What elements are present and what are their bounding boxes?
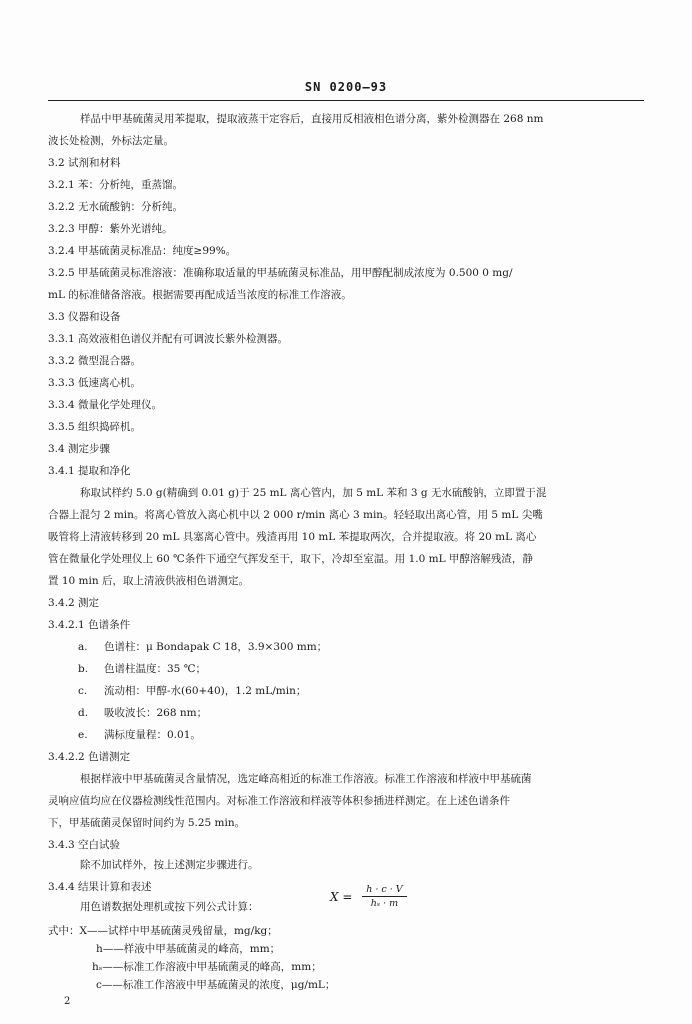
- item-3-3-1: 3.3.1 高效液相色谱仪并配有可调波长紫外检测器。: [48, 333, 289, 345]
- item-3-2-2: 3.2.2 无水硫酸钠：分析纯。: [48, 201, 184, 213]
- section-3-4-4-heading: 3.4.4 结果计算和表述: [48, 881, 152, 893]
- condition-text: 满标度量程：0.01。: [104, 729, 201, 741]
- standard-code-header: SN 0200—93: [304, 80, 388, 94]
- condition-text: 吸收波长：268 nm；: [104, 707, 208, 719]
- blank-test-text: 除不加试样外，按上述测定步骤进行。: [80, 859, 259, 871]
- item-3-2-3: 3.2.3 甲醇：紫外光谱纯。: [48, 223, 173, 235]
- item-3-2-5-line-1: 3.2.5 甲基硫菌灵标准溶液：准确称取适量的甲基硫菌灵标准品，用甲醇配制成浓度为 0.500 0 mg/: [48, 267, 513, 279]
- intro-line-2: 波长处检测，外标法定量。: [48, 135, 174, 147]
- condition-b: [78, 662, 674, 676]
- section-3-4-2-2-heading: 3.4.2.2 色谱测定: [48, 751, 131, 763]
- definition-c: c——标准工作溶液中甲基硫菌灵的浓度，μg/mL；: [96, 979, 336, 991]
- condition-label: d.: [78, 707, 89, 719]
- section-3-4-3-heading: 3.4.3 空白试验: [48, 839, 121, 851]
- item-3-3-5: 3.3.5 组织捣碎机。: [48, 421, 142, 433]
- page-number: 2: [64, 996, 71, 1007]
- condition-a: [78, 640, 674, 654]
- item-3-2-1: 3.2.1 苯：分析纯，重蒸馏。: [48, 179, 184, 191]
- definition-hs: hₛ——标准工作溶液中甲基硫菌灵的峰高，mm；: [92, 961, 322, 973]
- formula-lhs: X =: [330, 889, 353, 904]
- definition-x: 式中：X——试样中甲基硫菌灵残留量，mg/kg；: [48, 925, 278, 937]
- chromatography-line-2: 灵响应值均应在仪器检测线性范围内。对标准工作溶液和样液等体积参插进样测定。在上述色谱条件: [48, 795, 510, 807]
- extraction-line-1: 称取试样约 5.0 g(精确到 0.01 g)于 25 mL 离心管内，加 5 mL 苯和 3 g 无水硫酸钠，立即置于混: [80, 487, 547, 499]
- item-3-3-3: 3.3.3 低速离心机。: [48, 377, 142, 389]
- condition-text: 流动相：甲醇-水(60+40)，1.2 mL/min；: [104, 685, 307, 697]
- header-rule: [48, 100, 644, 101]
- section-3-4-heading: 3.4 测定步骤: [48, 443, 111, 455]
- section-3-4-1-heading: 3.4.1 提取和净化: [48, 465, 131, 477]
- condition-c: [78, 684, 674, 698]
- extraction-line-3: 吸管将上清液转移到 20 mL 具塞离心管中。残渣再用 10 mL 苯提取两次，合并提取液。将 20 mL 离心: [48, 531, 537, 543]
- condition-e: [78, 728, 674, 742]
- calculation-intro: 用色谱数据处理机或按下列公式计算：: [80, 901, 259, 913]
- condition-label: e.: [78, 729, 88, 741]
- calculation-formula: [330, 884, 407, 909]
- item-3-3-4: 3.3.4 微量化学处理仪。: [48, 399, 163, 411]
- condition-text: 色谱柱：μ Bondapak C 18，3.9×300 mm；: [104, 641, 328, 653]
- section-3-4-2-1-heading: 3.4.2.1 色谱条件: [48, 619, 131, 631]
- item-3-3-2: 3.3.2 微型混合器。: [48, 355, 142, 367]
- section-3-2-heading: 3.2 试剂和材料: [48, 157, 121, 169]
- condition-label: b.: [78, 663, 89, 675]
- section-3-4-2-heading: 3.4.2 测定: [48, 597, 100, 609]
- item-3-2-5-line-2: mL 的标准储备溶液。根据需要再配成适当浓度的标准工作溶液。: [48, 289, 352, 301]
- chromatography-line-3: 下，甲基硫菌灵保留时间约为 5.25 min。: [48, 817, 246, 829]
- condition-label: a.: [78, 641, 88, 653]
- condition-d: [78, 706, 674, 720]
- formula-denominator: hₛ · m: [370, 898, 399, 909]
- section-3-3-heading: 3.3 仪器和设备: [48, 311, 121, 323]
- extraction-line-4: 管在微量化学处理仪上 60 ℃条件下通空气挥发至干，取下，冷却至室温。用 1.0 mL 甲醇溶解残渣，静: [48, 553, 533, 565]
- formula-fraction: [362, 884, 406, 909]
- formula-numerator: h · c · V: [362, 884, 406, 897]
- intro-line-1: 样品中甲基硫菌灵用苯提取，提取液蒸干定容后，直接用反相液相色谱分离，紫外检测器在 268 nm: [80, 113, 544, 125]
- condition-label: c.: [78, 685, 88, 697]
- chromatography-line-1: 根据样液中甲基硫菌灵含量情况，选定峰高相近的标准工作溶液。标准工作溶液和样液中甲基硫菌: [80, 773, 532, 785]
- condition-text: 色谱柱温度：35 ℃；: [104, 663, 206, 675]
- item-3-2-4: 3.2.4 甲基硫菌灵标准品：纯度≥99%。: [48, 245, 237, 257]
- extraction-line-2: 合器上混匀 2 min。将离心管放入离心机中以 2 000 r/min 离心 3 min。轻轻取出离心管，用 5 mL 尖嘴: [48, 509, 543, 521]
- extraction-line-5: 置 10 min 后，取上清液供液相色谱测定。: [48, 575, 249, 587]
- definition-h: h——样液中甲基硫菌灵的峰高，mm；: [96, 943, 281, 955]
